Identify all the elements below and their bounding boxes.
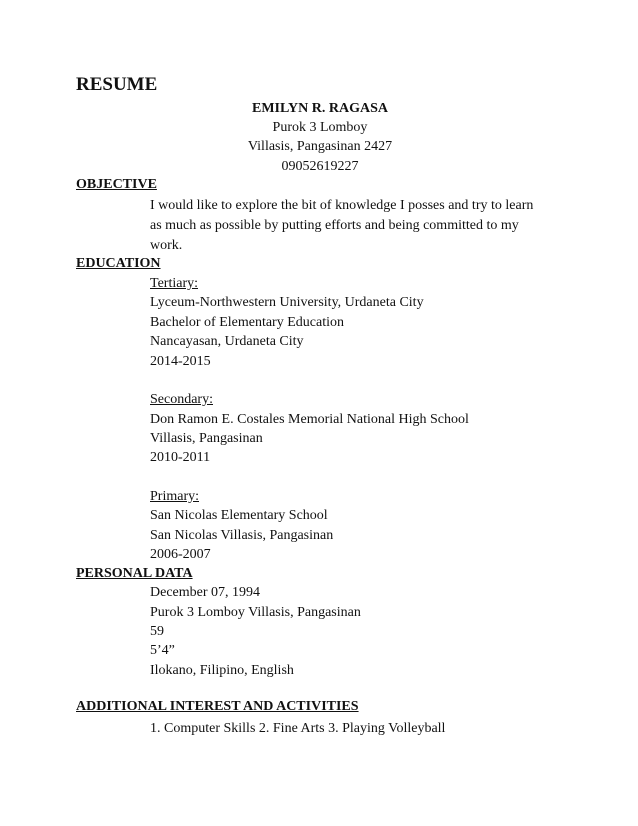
tertiary-location: Nancayasan, Urdaneta City — [150, 334, 304, 349]
address-line-1: Purok 3 Lomboy — [272, 120, 368, 135]
document-title: RESUME — [76, 74, 158, 95]
personal-languages: Ilokano, Filipino, English — [150, 663, 294, 678]
objective-line-3: work. — [150, 238, 183, 253]
primary-location: San Nicolas Villasis, Pangasinan — [150, 528, 334, 543]
personal-address: Purok 3 Lomboy Villasis, Pangasinan — [150, 605, 361, 620]
address-line-2: Villasis, Pangasinan 2427 — [247, 139, 393, 154]
primary-label: Primary: — [150, 489, 199, 504]
tertiary-label: Tertiary: — [150, 276, 198, 291]
personal-weight: 59 — [150, 624, 164, 639]
objective-line-2: as much as possible by putting efforts and being committed to my — [150, 218, 519, 233]
personal-birthdate: December 07, 1994 — [150, 585, 261, 600]
primary-school: San Nicolas Elementary School — [150, 508, 328, 523]
education-heading: EDUCATION — [76, 256, 161, 271]
secondary-school: Don Ramon E. Costales Memorial National High School — [150, 412, 469, 427]
personal-height: 5’4” — [150, 643, 175, 658]
secondary-location: Villasis, Pangasinan — [150, 431, 263, 446]
secondary-years: 2010-2011 — [150, 450, 211, 465]
phone-number: 09052619227 — [281, 159, 359, 174]
tertiary-school: Lyceum-Northwestern University, Urdaneta City — [150, 295, 424, 310]
tertiary-years: 2014-2015 — [150, 354, 211, 369]
additional-heading: ADDITIONAL INTEREST AND ACTIVITIES — [76, 699, 359, 714]
tertiary-course: Bachelor of Elementary Education — [150, 315, 344, 330]
additional-items: 1. Computer Skills 2. Fine Arts 3. Playing Volleyball — [150, 721, 446, 736]
objective-heading: OBJECTIVE — [76, 177, 157, 192]
objective-line-1: I would like to explore the bit of knowledge I posses and try to learn — [150, 198, 534, 213]
personal-data-heading: PERSONAL DATA — [76, 566, 193, 581]
secondary-label: Secondary: — [150, 392, 213, 407]
primary-years: 2006-2007 — [150, 547, 211, 562]
applicant-name: EMILYN R. RAGASA — [251, 101, 388, 116]
